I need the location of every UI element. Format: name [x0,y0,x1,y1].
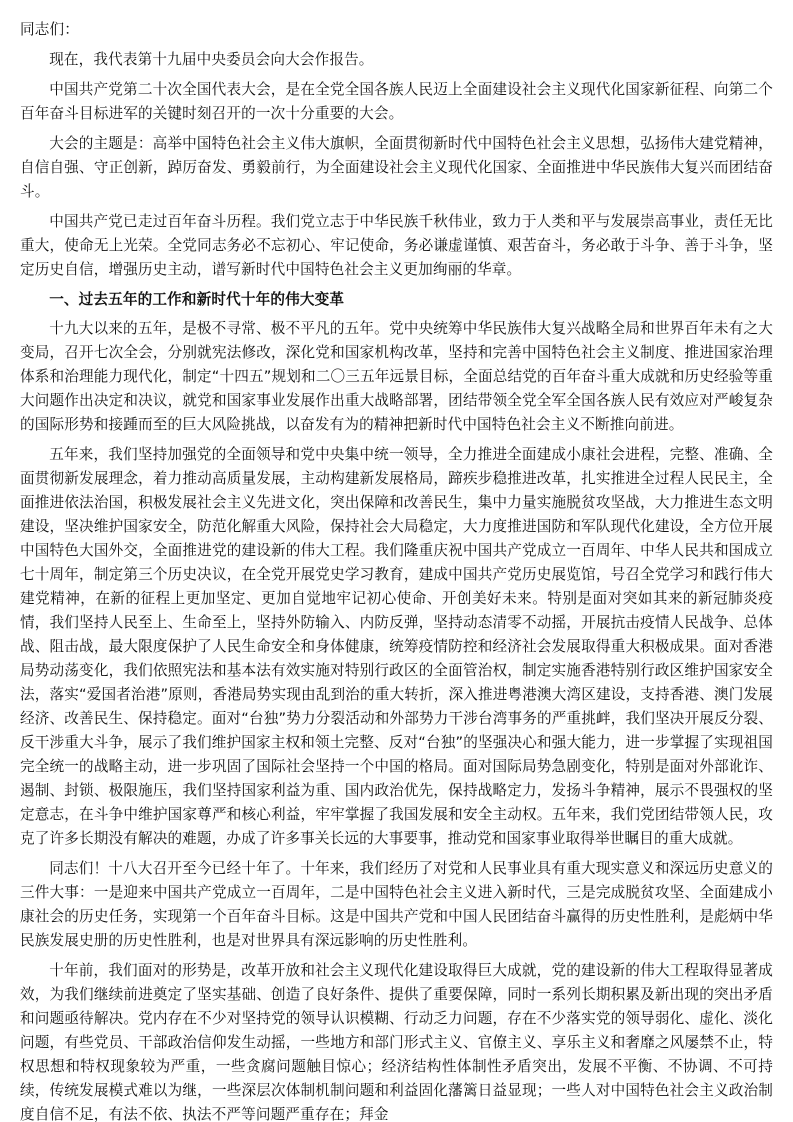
salutation: 同志们： [20,21,79,38]
paragraph-report-opening: 现在，我代表第十九届中央委员会向大会作报告。 [49,51,374,68]
paragraph-party-history: 中国共产党已走过百年奋斗历程。我们党立志于中华民族千秋伟业，致力于人类和平与发展崇高事业，责任无比重大，使命无上光荣。全党同志务必不忘初心、牢记使命，务必谦虚谨慎、艰苦奋斗，务必敢于斗争、善于斗争，坚定历史自信，增强历史主动，谱写新时代中国特色社会主义更加绚丽的华章。 [20,213,773,278]
paragraph-situation-ten-years-ago: 十年前，我们面对的形势是，改革开放和社会主义现代化建设取得巨大成就，党的建设新的伟大工程取得显著成效，为我们继续前进奠定了坚实基础、创造了良好条件、提供了重要保障，同时一系列长期积累及新出现的突出矛盾和问题亟待解决。党内存在不少对坚持党的领导认识模糊、行动乏力问题，存在不少落实党的领导弱化、虚化、淡化问题，有些党员、干部政治信仰发生动摇，一些地方和部门形式主义、官僚主义、享乐主义和奢靡之风屡禁不止，特权思想和特权现象较为严重，一些贪腐问题触目惊心；经济结构性体制性矛盾突出，发展不平衡、不协调、不可持续，传统发展模式难以为继，一些深层次体制机制问题和利益固化藩篱日益显现；一些人对中国特色社会主义政治制度自信不足，有法不依、执法不严等问题严重存在；拜金 [20,962,773,1122]
paragraph-past-five-years: 十九大以来的五年，是极不寻常、极不平凡的五年。党中央统筹中华民族伟大复兴战略全局和世界百年未有之大变局，召开七次全会，分别就宪法修改，深化党和国家机构改革，坚持和完善中国特色社会主义制度、推进国家治理体系和治理能力现代化，制定“十四五”规划和二〇三五年远景目标，全面总结党的百年奋斗重大成就和历史经验等重大问题作出决定和决议，就党和国家事业发展作出重大战略部署，团结带领全党全军全国各族人民有效应对严峻复杂的国际形势和接踵而至的巨大风险挑战，以奋发有为的精神把新时代中国特色社会主义不断推向前进。 [20,320,773,433]
paragraph-ten-years: 同志们！十八大召开至今已经十年了。十年来，我们经历了对党和人民事业具有重大现实意义和深远历史意义的三件大事：一是迎来中国共产党成立一百周年，二是中国特色社会主义进入新时代，三是完成脱贫攻坚、全面建成小康社会的历史任务，实现第一个百年奋斗目标。这是中国共产党和中国人民团结奋斗赢得的历史性胜利，是彪炳中华民族发展史册的历史性胜利，也是对世界具有深远影响的历史性胜利。 [20,860,773,949]
paragraph-congress-theme: 大会的主题是：高举中国特色社会主义伟大旗帜，全面贯彻新时代中国特色社会主义思想，弘扬伟大建党精神，自信自强、守正创新，踔厉奋发、勇毅前行，为全面建设社会主义现代化国家、全面推进中华民族伟大复兴而团结奋斗。 [20,135,773,200]
paragraph-achievements: 五年来，我们坚持加强党的全面领导和党中央集中统一领导，全力推进全面建成小康社会进程，完整、准确、全面贯彻新发展理念，着力推动高质量发展，主动构建新发展格局，蹄疾步稳推进改革，扎实推进全过程人民民主，全面推进依法治国，积极发展社会主义先进文化，突出保障和改善民生，集中力量实施脱贫攻坚战，大力推进生态文明建设，坚决维护国家安全，防范化解重大风险，保持社会大局稳定，大力度推进国防和军队现代化建设，全方位开展中国特色大国外交，全面推进党的建设新的伟大工程。我们隆重庆祝中国共产党成立一百周年、中华人民共和国成立七十周年，制定第三个历史决议，在全党开展党史学习教育，建成中国共产党历史展览馆，号召全党学习和践行伟大建党精神，在新的征程上更加坚定、更加自觉地牢记初心使命、开创美好未来。特别是面对突如其来的新冠肺炎疫情，我们坚持人民至上、生命至上，坚持外防输入、内防反弹，坚持动态清零不动摇，开展抗击疫情人民战争、总体战、阻击战，最大限度保护了人民生命安全和身体健康，统筹疫情防控和经济社会发展取得重大积极成果。面对香港局势动荡变化，我们依照宪法和基本法有效实施对特别行政区的全面管治权，制定实施香港特别行政区维护国家安全法，落实“爱国者治港”原则，香港局势实现由乱到治的重大转折，深入推进粤港澳大湾区建设，支持香港、澳门发展经济、改善民生、保持稳定。面对“台独”势力分裂活动和外部势力干涉台湾事务的严重挑衅，我们坚决开展反分裂、反干涉重大斗争，展示了我们维护国家主权和领土完整、反对“台独”的坚强决心和强大能力，进一步掌握了实现祖国完全统一的战略主动，进一步巩固了国际社会坚持一个中国的格局。面对国际局势急剧变化，特别是面对外部讹诈、遏制、封锁、极限施压，我们坚持国家利益为重、国内政治优先，保持战略定力，发扬斗争精神，展示不畏强权的坚定意志，在斗争中维护国家尊严和核心利益，牢牢掌握了我国发展和安全主动权。五年来，我们党团结带领人民，攻克了许多长期没有解决的难题，办成了许多事关长远的大事要事，推动党和国家事业取得举世瞩目的重大成就。 [20,446,773,847]
section-heading: 一、过去五年的工作和新时代十年的伟大变革 [49,291,345,308]
paragraph-congress-significance: 中国共产党第二十次全国代表大会，是在全党全国各族人民迈上全面建设社会主义现代化国家新征程、向第二个百年奋斗目标进军的关键时刻召开的一次十分重要的大会。 [20,81,773,122]
